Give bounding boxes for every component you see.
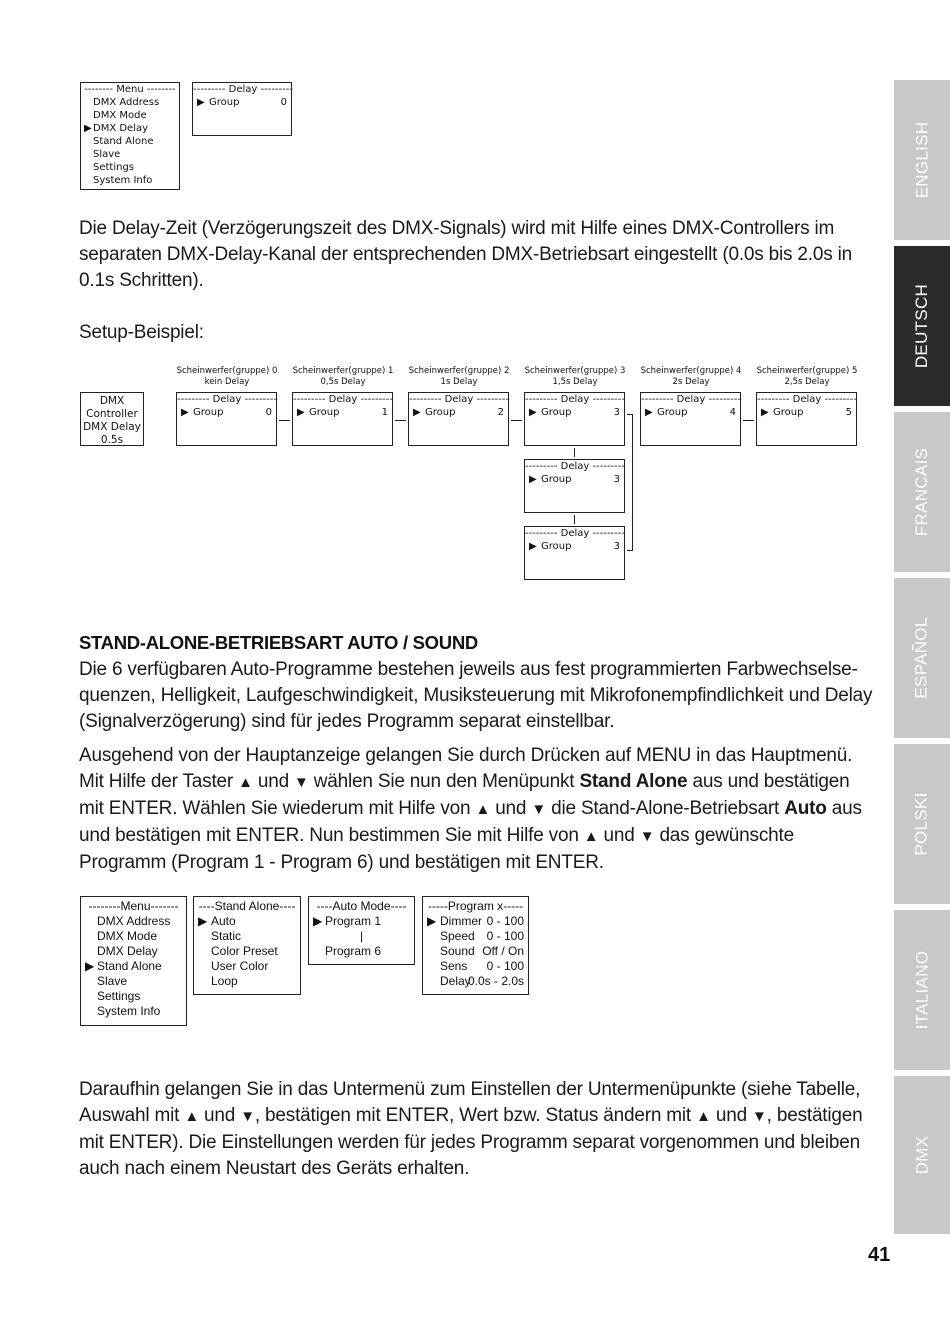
fixture-caption-name: Scheinwerfer(gruppe) 5	[756, 366, 858, 376]
menu-item-selected	[194, 914, 300, 929]
standalone-menu-box	[193, 896, 301, 995]
text: und	[198, 1105, 241, 1126]
controller-line: 0.5s	[100, 434, 124, 446]
arrow-up-icon: ▲	[696, 1108, 711, 1125]
selection-arrow-icon: ▶	[197, 97, 205, 108]
program-row-value: 0 - 100	[486, 929, 524, 943]
bold-term: Stand Alone	[579, 771, 688, 792]
menu-item: System Info	[97, 1004, 161, 1018]
program-row	[423, 929, 528, 944]
fixture-delay-box	[640, 392, 741, 446]
delay-row-value: 3	[613, 541, 620, 552]
stacked-fixture-box	[524, 526, 625, 580]
top-menu-box	[80, 82, 180, 190]
tab-label: ITALIANO	[912, 950, 932, 1030]
selection-arrow-icon: ▶	[85, 959, 95, 973]
delay-row-label: Group	[541, 474, 572, 485]
menu-item: Slave	[97, 974, 128, 988]
connector-line	[574, 515, 575, 524]
delay-title: --------- Delay ---------	[525, 461, 625, 472]
connector-line	[627, 550, 633, 551]
tab-label: FRANCAIS	[912, 447, 932, 537]
fixture-caption-delay: 1s Delay	[440, 377, 478, 387]
arrow-up-icon: ▲	[475, 801, 491, 818]
main-menu-box	[80, 896, 187, 1026]
delay-row-label: Group	[657, 407, 688, 418]
tab-deutsch[interactable]	[894, 246, 950, 406]
text: aus und bestätigen mit ENTER. Nun bestimmen Sie mit Hilfe von	[79, 798, 862, 846]
menu-title: ----Auto Mode----	[316, 899, 407, 913]
controller-line: Controller	[86, 408, 138, 420]
text: und	[252, 771, 295, 792]
menu-item: Loop	[211, 974, 238, 988]
tab-italiano[interactable]	[894, 910, 950, 1070]
fixture-caption-name: Scheinwerfer(gruppe) 1	[292, 366, 394, 376]
fixture-caption-delay: 1,5s Delay	[552, 377, 598, 387]
delay-title: --------- Delay ---------	[525, 394, 625, 405]
connector-line	[511, 420, 522, 421]
menu-item: Settings	[97, 989, 141, 1003]
selection-arrow-icon: ▶	[761, 407, 769, 418]
delay-row-label: Group	[209, 97, 240, 108]
tab-label: ENGLISH	[912, 121, 932, 199]
bold-term: Auto	[784, 798, 827, 819]
delay-row-value: 0	[265, 407, 272, 418]
delay-row-label: Group	[541, 541, 572, 552]
menu-item: Stand Alone	[93, 136, 154, 147]
menu-item-selected	[81, 959, 186, 974]
delay-row-label: Group	[425, 407, 456, 418]
text: und	[598, 825, 640, 846]
tab-label: DEUTSCH	[912, 283, 931, 369]
program-row	[423, 974, 528, 989]
menu-item: DMX Mode	[97, 929, 158, 943]
menu-item-selected	[309, 914, 414, 929]
top-menu-title: -------- Menu --------	[84, 84, 176, 95]
text: aus und bestätigen mit ENTER. Wählen Sie wiederum mit Hilfe von	[79, 771, 850, 819]
delay-title: --------- Delay ---------	[641, 394, 741, 405]
navigation-paragraph	[79, 743, 879, 876]
fixture-delay-box	[292, 392, 393, 446]
selection-arrow-icon: ▶	[427, 914, 437, 928]
delay-title: --------- Delay ---------	[293, 394, 393, 405]
menu-item: System Info	[93, 175, 153, 186]
program-row-label: Speed	[440, 929, 475, 943]
controller-line: DMX Delay	[83, 421, 141, 433]
program-row-label: Dimmer	[440, 914, 482, 928]
arrow-up-icon: ▲	[238, 774, 253, 791]
delay-row	[293, 406, 392, 419]
connector-line	[743, 420, 754, 421]
program-row-label: Sound	[440, 944, 475, 958]
delay-row	[525, 540, 624, 553]
fixture-caption	[404, 366, 514, 388]
tab-espanol[interactable]	[894, 578, 950, 738]
fixture-delay-box	[756, 392, 857, 446]
delay-row-label: Group	[541, 407, 572, 418]
top-delay-box	[192, 82, 292, 136]
text: Ausgehend von der Hauptanzeige gelangen Sie durch Drücken auf MENU in das Hauptmenü. Mit Hilfe der Taster	[79, 745, 853, 792]
menu-title: --------Menu-------	[88, 899, 179, 913]
dmx-controller-box	[80, 392, 144, 446]
delay-row	[525, 473, 624, 486]
menu-item: Settings	[93, 162, 135, 173]
menu-title: ----Stand Alone----	[198, 899, 296, 913]
delay-title: --------- Delay ---------	[409, 394, 509, 405]
intro-paragraph: Die Delay-Zeit (Verzögerungszeit des DMX-Signals) wird mit Hilfe eines DMX-Controllers im separaten DMX-Delay-Kanal der entsprechenden DMX-Betriebsart eingestellt (0.0s bis 2.0s in 0.1s Schritten).	[79, 218, 853, 291]
selection-arrow-icon: ▶	[529, 474, 537, 485]
delay-row-value: 3	[613, 474, 620, 485]
menu-item-label: DMX Delay	[93, 123, 149, 134]
fixture-caption	[636, 366, 746, 388]
menu-item: Slave	[93, 149, 121, 160]
program-row	[423, 914, 528, 929]
selection-arrow-icon: ▶	[529, 541, 537, 552]
menu-item: DMX Address	[93, 97, 160, 108]
selection-arrow-icon: ▶	[645, 407, 653, 418]
menu-item: DMX Mode	[93, 110, 147, 121]
tab-english[interactable]	[894, 80, 950, 240]
text: das gewünschte Programm (Program 1 - Program 6) und bestätigen mit ENTER.	[79, 825, 794, 873]
menu-item-label: Program 1	[325, 914, 382, 928]
menu-item-label: Auto	[211, 914, 236, 928]
arrow-down-icon: ▼	[639, 828, 655, 845]
arrow-down-icon: ▼	[240, 1108, 255, 1125]
delay-row-value: 2	[497, 407, 504, 418]
menu-item: User Color	[211, 959, 269, 973]
delay-row-value: 0	[280, 97, 287, 108]
program-row	[423, 944, 528, 959]
fixture-caption	[172, 366, 282, 388]
controller-line: DMX	[99, 395, 125, 407]
fixture-caption-name: Scheinwerfer(gruppe) 3	[524, 366, 626, 376]
delay-row	[757, 406, 856, 419]
selection-arrow-icon: ▶	[198, 914, 208, 928]
page-number: 41	[868, 1244, 891, 1266]
tab-francais[interactable]	[894, 412, 950, 572]
text: , bestätigen mit ENTER, Wert bzw. Status ändern mit	[254, 1105, 697, 1126]
delay-title: --------- Delay ---------	[177, 394, 277, 405]
program-menu-box	[422, 896, 529, 995]
tab-label: ESPAÑOL	[912, 617, 931, 699]
delay-row-value: 4	[729, 407, 736, 418]
arrow-down-icon: ▼	[294, 774, 309, 791]
selection-arrow-icon: ▶	[313, 914, 323, 928]
selection-arrow-icon: ▶	[529, 407, 537, 418]
delay-row	[409, 406, 508, 419]
delay-title: --------- Delay ---------	[757, 394, 857, 405]
tab-dmx[interactable]	[894, 1076, 950, 1234]
fixture-caption	[520, 366, 630, 388]
program-row	[423, 959, 528, 974]
selection-arrow-icon: ▶	[413, 407, 421, 418]
selection-arrow-icon: ▶	[181, 407, 189, 418]
delay-row-label: Group	[309, 407, 340, 418]
text: Daraufhin gelangen Sie in das Untermenü zum Einstellen der Untermenüpunkte (siehe Tabelle, Auswahl mit	[79, 1079, 861, 1126]
delay-row	[525, 406, 624, 419]
text: , bestätigen mit ENTER). Die Einstellungen werden für jedes Programm separat vorgenommen und bleiben auch nach einem Neustart des Geräts erhalten.	[79, 1105, 863, 1179]
text: und	[710, 1105, 753, 1126]
program-row-value: 0 - 100	[486, 914, 524, 928]
fixture-caption-name: Scheinwerfer(gruppe) 2	[408, 366, 510, 376]
program-row-value: Off / On	[482, 944, 524, 958]
programs-paragraph: Die 6 verfügbaren Auto-Programme bestehen jeweils aus fest programmierten Farbwechselse-quenzen, Helligkeit, Laufgeschwindigkeit, Musiksteuerung mit Mikrofonempfindlichkeit und Delay (Signalverzögerung) sind für jedes Programm separat einstellbar.	[79, 659, 873, 732]
fixture-caption	[288, 366, 398, 388]
fixture-caption	[752, 366, 862, 388]
menu-item: Static	[211, 929, 242, 943]
fixture-caption-delay: 0,5s Delay	[320, 377, 366, 387]
tab-label: POLSKI	[912, 792, 931, 856]
tab-polski[interactable]	[894, 744, 950, 904]
range-separator: |	[359, 929, 364, 943]
menu-item: DMX Address	[97, 914, 171, 928]
connector-line	[574, 448, 575, 457]
menu-item-label: Stand Alone	[97, 959, 162, 973]
setup-label: Setup-Beispiel:	[79, 322, 204, 343]
selection-arrow-icon: ▶	[297, 407, 305, 418]
connector-line	[395, 420, 406, 421]
delay-title: --------- Delay ---------	[193, 84, 293, 95]
delay-row-label: Group	[193, 407, 224, 418]
fixture-delay-box	[176, 392, 277, 446]
stacked-fixture-box	[524, 459, 625, 513]
delay-row	[193, 96, 291, 109]
arrow-down-icon: ▼	[752, 1108, 767, 1125]
section-heading: STAND-ALONE-BETRIEBSART AUTO / SOUND	[79, 632, 478, 653]
fixture-delay-box	[408, 392, 509, 446]
tab-label: DMX	[912, 1135, 931, 1175]
fixture-caption-delay: 2s Delay	[672, 377, 710, 387]
connector-line	[632, 414, 633, 551]
menu-item-selected	[81, 122, 179, 135]
arrow-up-icon: ▲	[583, 828, 599, 845]
menu-title: -----Program x-----	[427, 899, 524, 913]
text: die Stand-Alone-Betriebsart	[546, 798, 785, 819]
delay-row-label: Group	[773, 407, 804, 418]
auto-mode-menu-box	[308, 896, 415, 965]
text: und	[490, 798, 532, 819]
delay-row-value: 1	[381, 407, 388, 418]
menu-item: Program 6	[325, 944, 382, 958]
arrow-down-icon: ▼	[531, 801, 547, 818]
fixture-caption-name: Scheinwerfer(gruppe) 0	[176, 366, 278, 376]
delay-row	[641, 406, 740, 419]
program-row-label: Sens	[440, 959, 468, 973]
fixture-caption-delay: kein Delay	[204, 377, 250, 387]
text: wählen Sie nun den Menüpunkt	[308, 771, 580, 792]
program-row-label: Delay	[440, 974, 471, 988]
menu-item: Color Preset	[211, 944, 278, 958]
connector-line	[279, 420, 290, 421]
delay-row-value: 3	[613, 407, 620, 418]
delay-row-value: 5	[845, 407, 852, 418]
delay-row	[177, 406, 276, 419]
selection-arrow-icon: ▶	[84, 123, 92, 134]
delay-title: --------- Delay ---------	[525, 528, 625, 539]
fixture-caption-name: Scheinwerfer(gruppe) 4	[640, 366, 742, 376]
program-row-value: 0.0s - 2.0s	[467, 974, 524, 988]
fixture-caption-delay: 2,5s Delay	[784, 377, 830, 387]
menu-item: DMX Delay	[97, 944, 158, 958]
arrow-up-icon: ▲	[184, 1108, 199, 1125]
submenu-paragraph	[79, 1077, 879, 1182]
fixture-delay-box	[524, 392, 625, 446]
program-row-value: 0 - 100	[486, 959, 524, 973]
